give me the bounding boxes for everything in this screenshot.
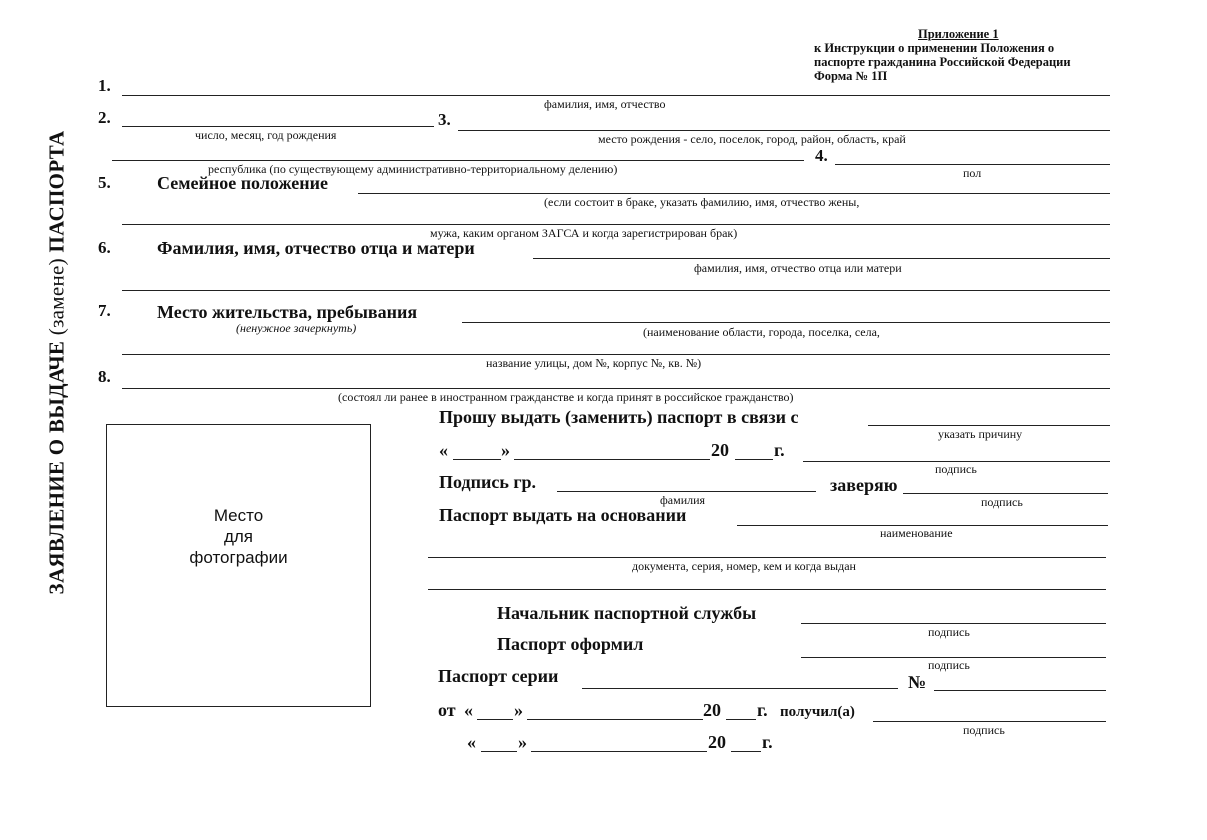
field-1-number: 1.: [98, 76, 111, 95]
request-date-year-prefix: 20: [711, 440, 729, 460]
photo-text-line-2: для: [223, 527, 254, 546]
received-signature-line[interactable]: [873, 721, 1106, 722]
passport-number-input-line[interactable]: [934, 690, 1106, 691]
document-input-line-2[interactable]: [428, 589, 1106, 590]
number-sign: №: [908, 672, 927, 692]
citizenship-input-line[interactable]: [122, 388, 1110, 389]
title-part-3: ПАСПОРТА: [44, 130, 69, 253]
request-date-month-line[interactable]: [514, 459, 710, 460]
chief-signature-hint: подпись: [928, 625, 970, 639]
request-date-year-line[interactable]: [735, 459, 773, 460]
issue-date-open-quote: «: [464, 700, 473, 720]
surname-input-line[interactable]: [557, 491, 816, 492]
field-8-number: 8.: [98, 367, 111, 386]
residence-input-line-2[interactable]: [122, 354, 1110, 355]
certify-label: заверяю: [830, 475, 898, 495]
photo-text-line-1: Место: [213, 506, 264, 525]
signature-label: Подпись гр.: [439, 472, 537, 492]
parents-label: Фамилия, имя, отчество отца и матери: [157, 238, 475, 258]
applicant-signature-hint: подпись: [935, 462, 977, 476]
field-6-number: 6.: [98, 238, 111, 257]
header-line-1: к Инструкции о применении Положения о: [814, 41, 1055, 55]
field-2-number: 2.: [98, 108, 111, 127]
field-7-number: 7.: [98, 301, 111, 320]
document-hint: документа, серия, номер, кем и когда выдан: [632, 559, 856, 573]
fullname-hint: фамилия, имя, отчество: [544, 97, 666, 111]
marital-status-hint: (если состоит в браке, указать фамилию, имя, отчество жены,: [544, 195, 860, 209]
fullname-input-line[interactable]: [122, 95, 1110, 96]
header-line-2: паспорте гражданина Российской Федерации: [814, 55, 1071, 69]
sex-hint: пол: [963, 166, 982, 180]
republic-input-line[interactable]: [112, 160, 804, 161]
receive-date-open-quote: «: [467, 732, 476, 752]
receive-date-year-line[interactable]: [731, 751, 761, 752]
issue-date-day-line[interactable]: [477, 719, 513, 720]
header-form-number: Форма № 1П: [814, 69, 888, 83]
photo-placeholder: [106, 424, 371, 707]
document-input-line[interactable]: [428, 557, 1106, 558]
field-5-number: 5.: [98, 173, 111, 192]
issue-date-year-line[interactable]: [726, 719, 756, 720]
parents-input-line[interactable]: [533, 258, 1110, 259]
request-date-open-quote: «: [439, 440, 448, 460]
field-4-number: 4.: [815, 146, 828, 165]
receive-date-year-prefix: 20: [708, 732, 726, 752]
reason-input-line[interactable]: [868, 425, 1110, 426]
receive-date-g: г.: [762, 732, 773, 752]
residence-hint: (наименование области, города, поселка, села,: [643, 325, 880, 339]
issue-date-close-quote: »: [514, 700, 523, 720]
parents-input-line-2[interactable]: [122, 290, 1110, 291]
request-date-close-quote: »: [501, 440, 510, 460]
issued-by-signature-hint: подпись: [928, 658, 970, 672]
receive-date-close-quote: »: [518, 732, 527, 752]
certify-signature-hint: подпись: [981, 495, 1023, 509]
received-signature-hint: подпись: [963, 723, 1005, 737]
residence-hint-2: название улицы, дом №, корпус №, кв. №): [486, 356, 702, 370]
marital-status-label: Семейное положение: [157, 173, 329, 193]
marital-status-input-line[interactable]: [358, 193, 1110, 194]
receive-date-month-line[interactable]: [531, 751, 707, 752]
photo-text: [107, 505, 370, 568]
request-date-g: г.: [774, 440, 785, 460]
basis-hint: наименование: [880, 526, 953, 540]
photo-text-line-3: фотографии: [189, 548, 288, 567]
parents-hint: фамилия, имя, отчество отца или матери: [694, 261, 902, 275]
marital-status-input-line-2[interactable]: [122, 224, 1110, 225]
request-date-day-line[interactable]: [453, 459, 501, 460]
birthplace-input-line[interactable]: [458, 130, 1110, 131]
chief-signature-line[interactable]: [801, 623, 1106, 624]
marital-status-hint-2: мужа, каким органом ЗАГСА и когда зарегистрирован брак): [430, 226, 738, 240]
republic-hint: республика (по существующему административно-территориальному делению): [208, 162, 618, 176]
basis-label: Паспорт выдать на основании: [439, 505, 687, 525]
chief-label: Начальник паспортной службы: [497, 603, 757, 623]
surname-hint: фамилия: [660, 493, 706, 507]
birthplace-hint: место рождения - село, поселок, город, район, область, край: [598, 132, 906, 146]
residence-input-line[interactable]: [462, 322, 1110, 323]
series-label: Паспорт серии: [438, 666, 559, 686]
series-input-line[interactable]: [582, 688, 898, 689]
issue-date-year-prefix: 20: [703, 700, 721, 720]
birthdate-hint: число, месяц, год рождения: [195, 128, 337, 142]
issue-date-month-line[interactable]: [527, 719, 703, 720]
issued-by-label: Паспорт оформил: [497, 634, 644, 654]
residence-label: Место жительства, пребывания: [157, 302, 418, 322]
title-part-1: ЗАЯВЛЕНИЕ О ВЫДАЧЕ: [44, 340, 69, 595]
request-label: Прошу выдать (заменить) паспорт в связи с: [439, 407, 799, 427]
received-label: получил(а): [780, 704, 855, 720]
reason-hint: указать причину: [938, 427, 1023, 441]
issue-date-g: г.: [757, 700, 768, 720]
appendix-title: Приложение 1: [918, 27, 999, 41]
title-part-2: (замене): [44, 258, 69, 336]
receive-date-day-line[interactable]: [481, 751, 517, 752]
citizenship-hint: (состоял ли ранее в иностранном гражданстве и когда принят в российское гражданство): [338, 390, 794, 404]
form-vertical-title: [45, 128, 70, 598]
birthdate-input-line[interactable]: [122, 126, 434, 127]
field-3-number: 3.: [438, 110, 451, 129]
certify-signature-line[interactable]: [903, 493, 1108, 494]
residence-strike-hint: (ненужное зачеркнуть): [236, 321, 357, 335]
from-label: от: [438, 700, 456, 720]
sex-input-line[interactable]: [835, 164, 1110, 165]
